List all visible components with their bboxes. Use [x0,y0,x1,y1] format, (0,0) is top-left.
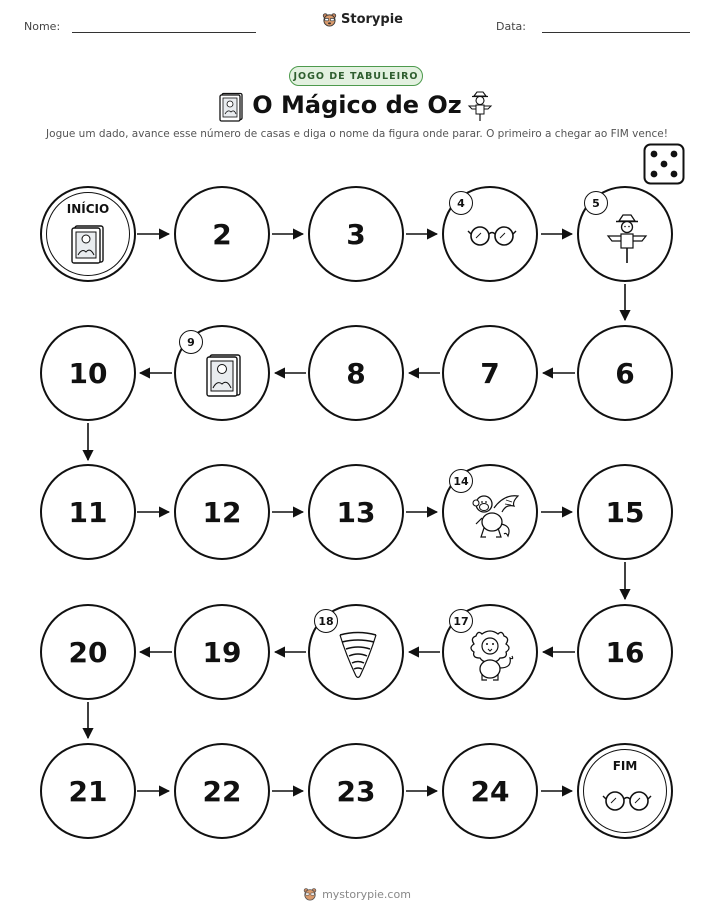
space-number: 23 [336,774,376,808]
space-number: 10 [68,356,108,390]
finish-label: FIM [612,759,638,773]
game-type-tag: JOGO DE TABULEIRO [289,66,423,86]
space-number: 22 [202,774,242,808]
book-icon [70,224,106,264]
board-space-21[interactable] [40,743,136,839]
tornado-icon [338,630,378,680]
board-space-22[interactable] [174,743,270,839]
board-space-23[interactable] [308,743,404,839]
space-number: 24 [470,774,510,808]
flying-monkey-icon [468,490,520,540]
page-title: O Mágico de Oz [252,91,462,119]
space-number-badge: 5 [584,191,608,215]
space-number-badge: 4 [449,191,473,215]
brand-name: Storypie [341,12,403,27]
board-space-8[interactable] [308,325,404,421]
space-number: 7 [480,356,500,390]
space-number: 8 [346,356,366,390]
scarecrow-icon [605,212,649,264]
glasses-icon [467,222,517,248]
board-space-start[interactable] [40,186,136,282]
space-number: 19 [202,635,242,669]
start-label: INÍCIO [66,202,110,216]
board-space-19[interactable] [174,604,270,700]
board-space-20[interactable] [40,604,136,700]
footer [0,887,714,901]
board-space-16[interactable] [577,604,673,700]
space-number: 13 [336,495,376,529]
board-space-7[interactable] [442,325,538,421]
board-space-6[interactable] [577,325,673,421]
space-number: 20 [68,635,108,669]
space-number-badge: 18 [314,609,338,633]
footer-site[interactable]: mystorypie.com [322,887,411,901]
space-number-badge: 14 [449,469,473,493]
instructions: Jogue um dado, avance esse número de casas e diga o nome da figura onde parar. O primeiro a chegar ao FIM vence! [46,128,668,140]
space-number: 21 [68,774,108,808]
board-space-24[interactable] [442,743,538,839]
board-space-10[interactable] [40,325,136,421]
board-space-2[interactable] [174,186,270,282]
space-number-badge: 17 [449,609,473,633]
board-space-15[interactable] [577,464,673,560]
space-number: 15 [605,495,645,529]
date-label: Data: [496,20,526,33]
board-space-11[interactable] [40,464,136,560]
space-number: 2 [212,217,232,251]
space-number-badge: 9 [179,330,203,354]
lion-icon [468,628,516,682]
storypie-bear-icon [303,887,317,901]
board-space-finish[interactable] [577,743,673,839]
glasses-icon [602,787,652,813]
board-space-3[interactable] [308,186,404,282]
name-label: Nome: [24,20,61,33]
space-number: 12 [202,495,242,529]
space-number: 3 [346,217,366,251]
space-number: 6 [615,356,635,390]
space-number: 11 [68,495,108,529]
board-space-13[interactable] [308,464,404,560]
board-space-12[interactable] [174,464,270,560]
book-icon [205,353,243,397]
space-number: 16 [605,635,645,669]
